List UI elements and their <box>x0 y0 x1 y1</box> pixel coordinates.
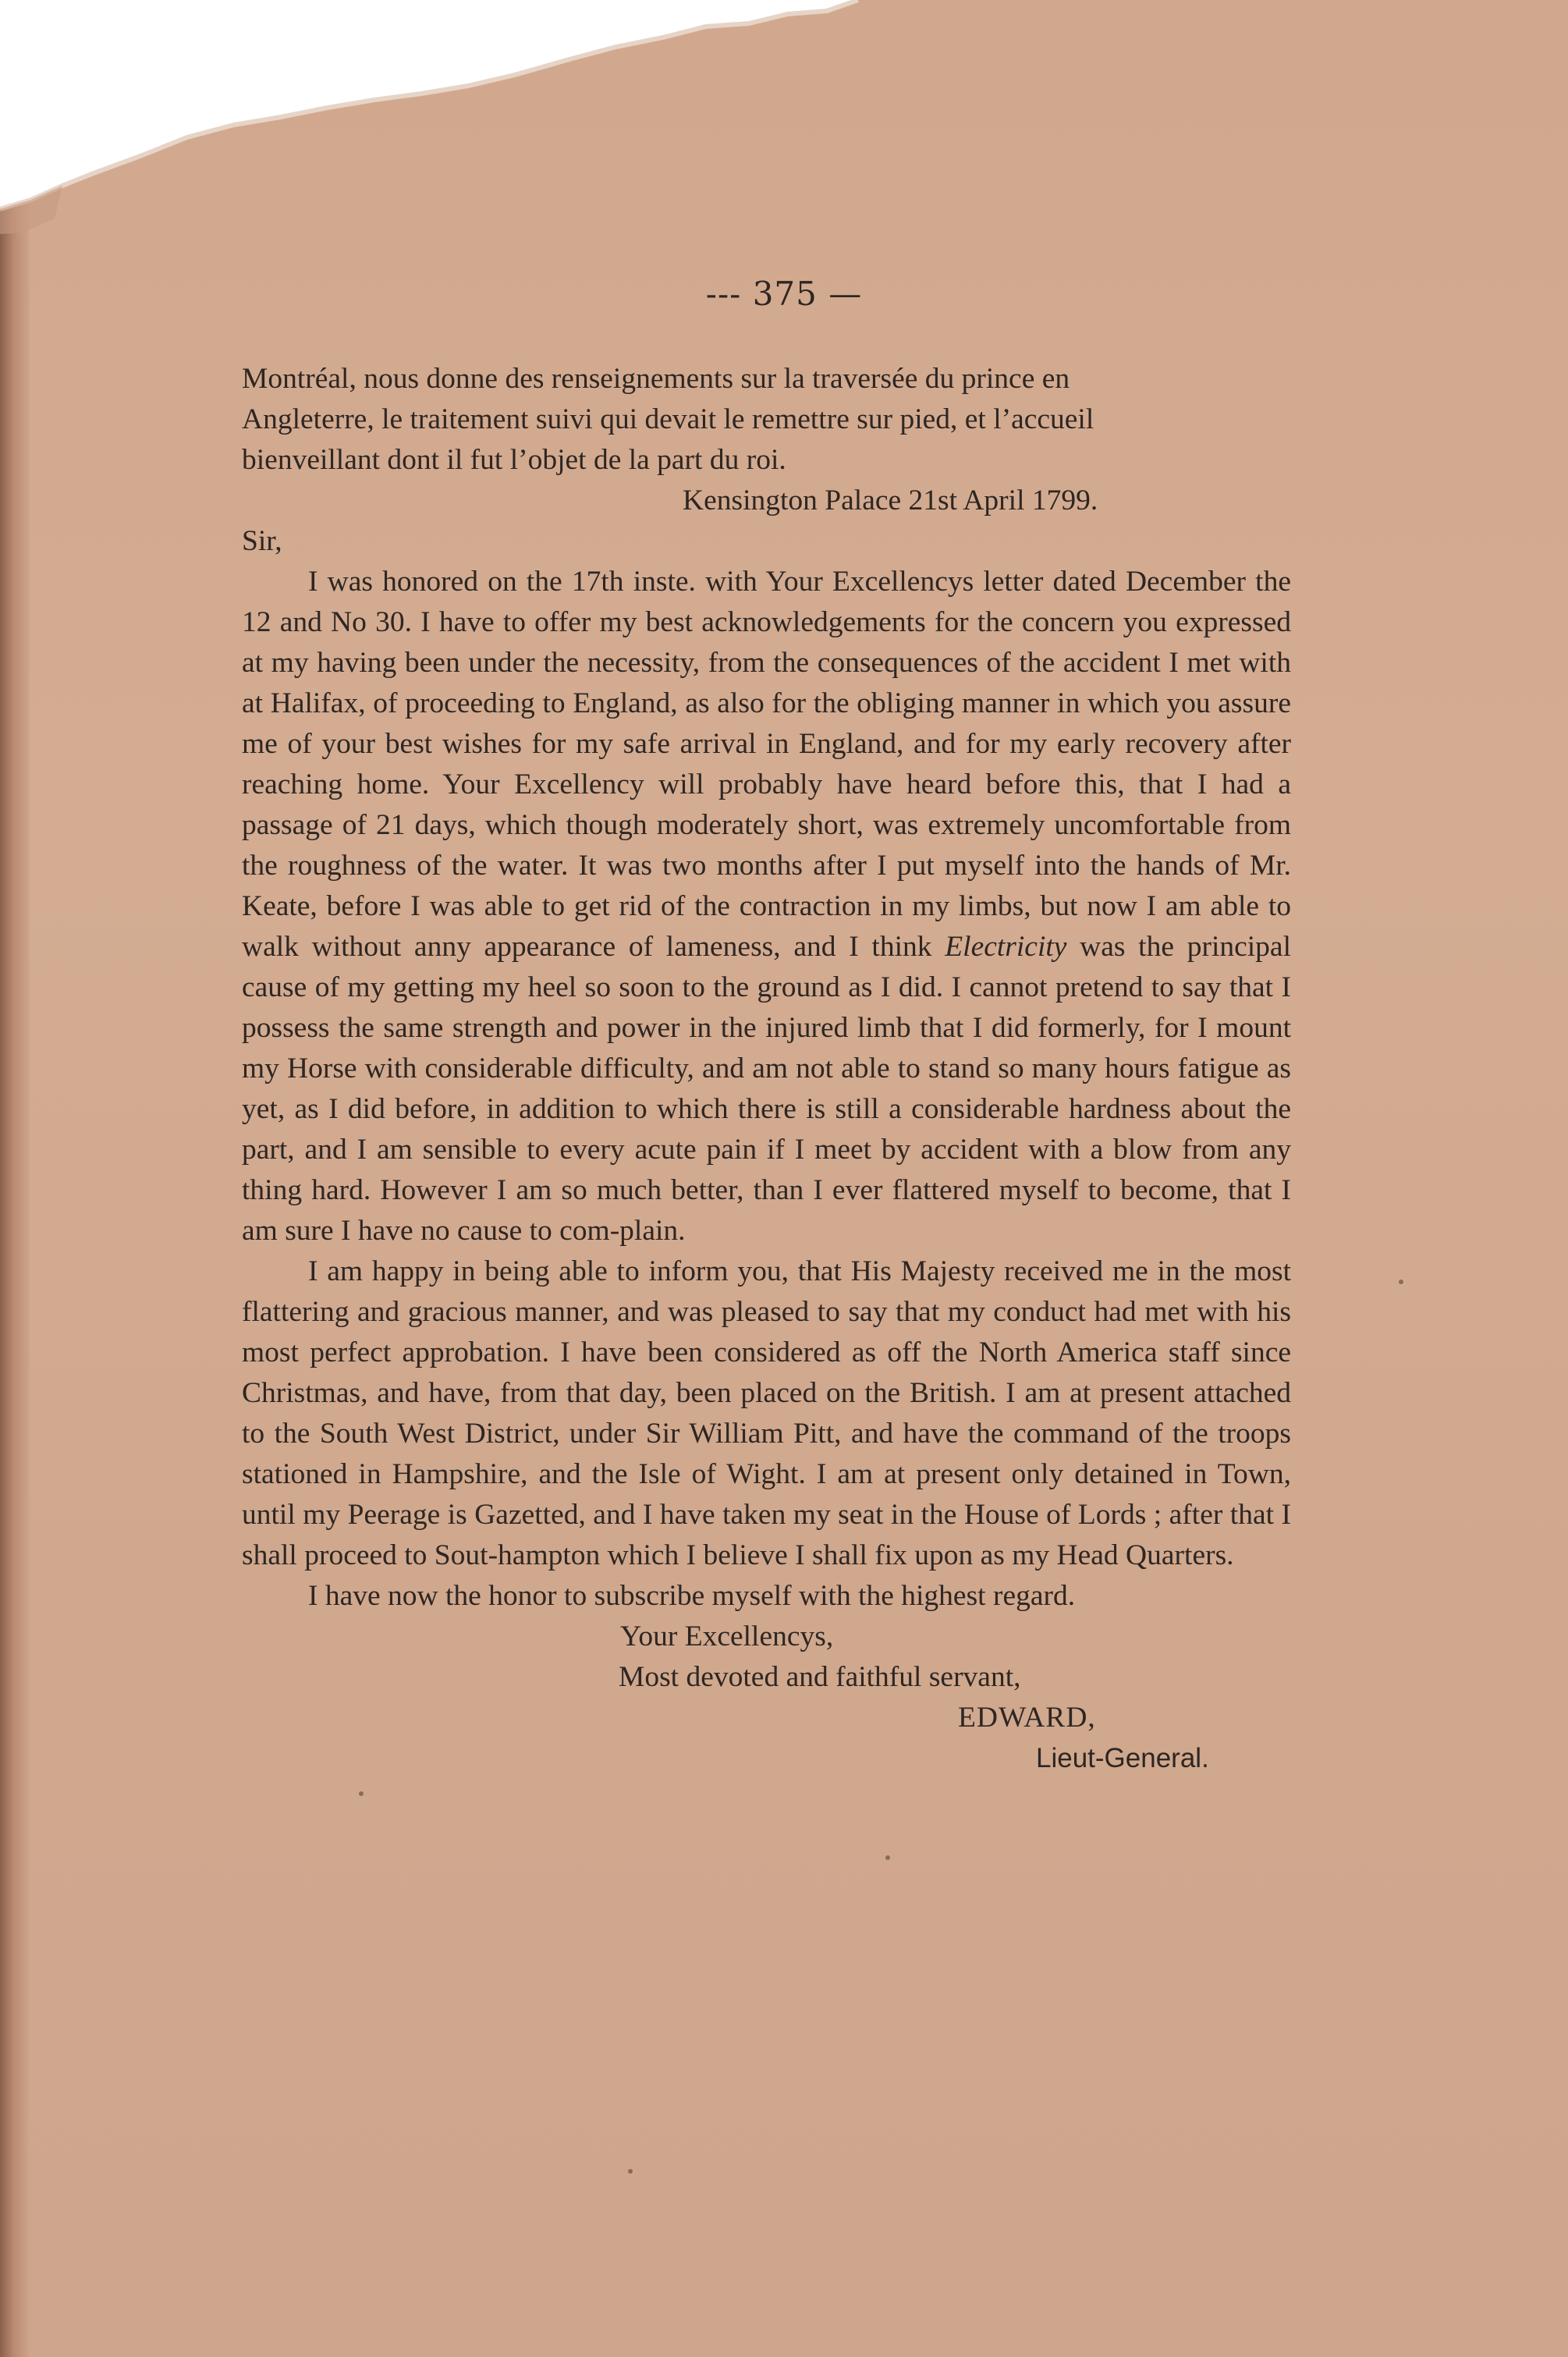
paper-speck <box>628 2169 633 2174</box>
page-number: --- 375 — <box>705 275 863 313</box>
paper-speck <box>359 1791 364 1796</box>
book-spine-edge <box>0 0 30 2357</box>
paragraph-1-text-after: was the principal cause of my getting my heel so soon to the ground as I did. I cannot pretend to say that I possess the same strength and power in the injured limb that I did formerly, for I mount my Horse with considerable difficulty, and am not able to stand so many hours fatigue as yet, as I did before, in addition to which there is still a considerable hardness about the part, and I am sensible to every acute pain if I meet by accident with a blow from any thing hard. However I am so much better, than I ever flattered myself to become, that I am sure I have no cause to com-plain. <box>242 931 1291 1247</box>
letter-salutation: Sir, <box>242 525 282 557</box>
paragraph-1-text-before: I was honored on the 17th inste. with Your Excellencys letter dated December the 12 and No 30. I have to offer my best acknowledgements for the concern you expressed at my having been under the necessity, from the consequences of the accident I met with at Halifax, of proceeding to England, as also for the obliging manner in which you assure me of your best wishes for my safe arrival in England, and for my early recovery after reaching home. Your Excellency will probably have heard before this, that I had a passage of 21 days, which though moderately short, was extremely uncomfortable from the roughness of the water. It was two months after I put myself into the hands of Mr. Keate, before I was able to get rid of the contraction in my limbs, but now I am able to walk without anny appearance of lameness, and I think <box>242 566 1291 963</box>
document-body <box>242 359 1291 1779</box>
letter-paragraph-1 <box>242 562 1291 1251</box>
letter-signatory-rank: Lieut-General. <box>1036 1743 1209 1773</box>
letter-closing-line-1: Your Excellencys, <box>620 1620 834 1652</box>
intro-line-1: Montréal, nous donne des renseignements sur la traversée du prince en <box>242 363 1070 395</box>
torn-corner <box>0 0 882 234</box>
paper-speck <box>885 1855 890 1860</box>
paper-speck <box>1399 1280 1403 1284</box>
letter-dateline: Kensington Palace 21st April 1799. <box>683 485 1098 516</box>
letter-paragraph-2: I am happy in being able to inform you, that His Majesty received me in the most flattering and gracious manner, and was pleased to say that my conduct had met with his most perfect approbation. I have been considered as off the North America staff since Christmas, and have, from that day, been placed on the British. I am at present attached to the South West District, under Sir William Pitt, and have the command of the troops stationed in Hampshire, and the Isle of Wight. I am at present only detained in Town, until my Peerage is Gazetted, and I have taken my seat in the House of Lords ; after that I shall proceed to Sout-hampton which I believe I shall fix upon as my Head Quarters. <box>242 1255 1291 1571</box>
letter-closing-line-2: Most devoted and faithful servant, <box>619 1661 1021 1693</box>
letter-signature: EDWARD, <box>958 1702 1096 1734</box>
letter-paragraph-3: I have now the honor to subscribe myself with the highest regard. <box>308 1580 1076 1612</box>
intro-line-2: Angleterre, le traitement suivi qui devait le remettre sur pied, et l’accueil <box>242 403 1094 435</box>
paragraph-1-italic-word: Electricity <box>945 931 1067 963</box>
intro-line-3: bienveillant dont il fut l’objet de la part du roi. <box>242 444 786 476</box>
